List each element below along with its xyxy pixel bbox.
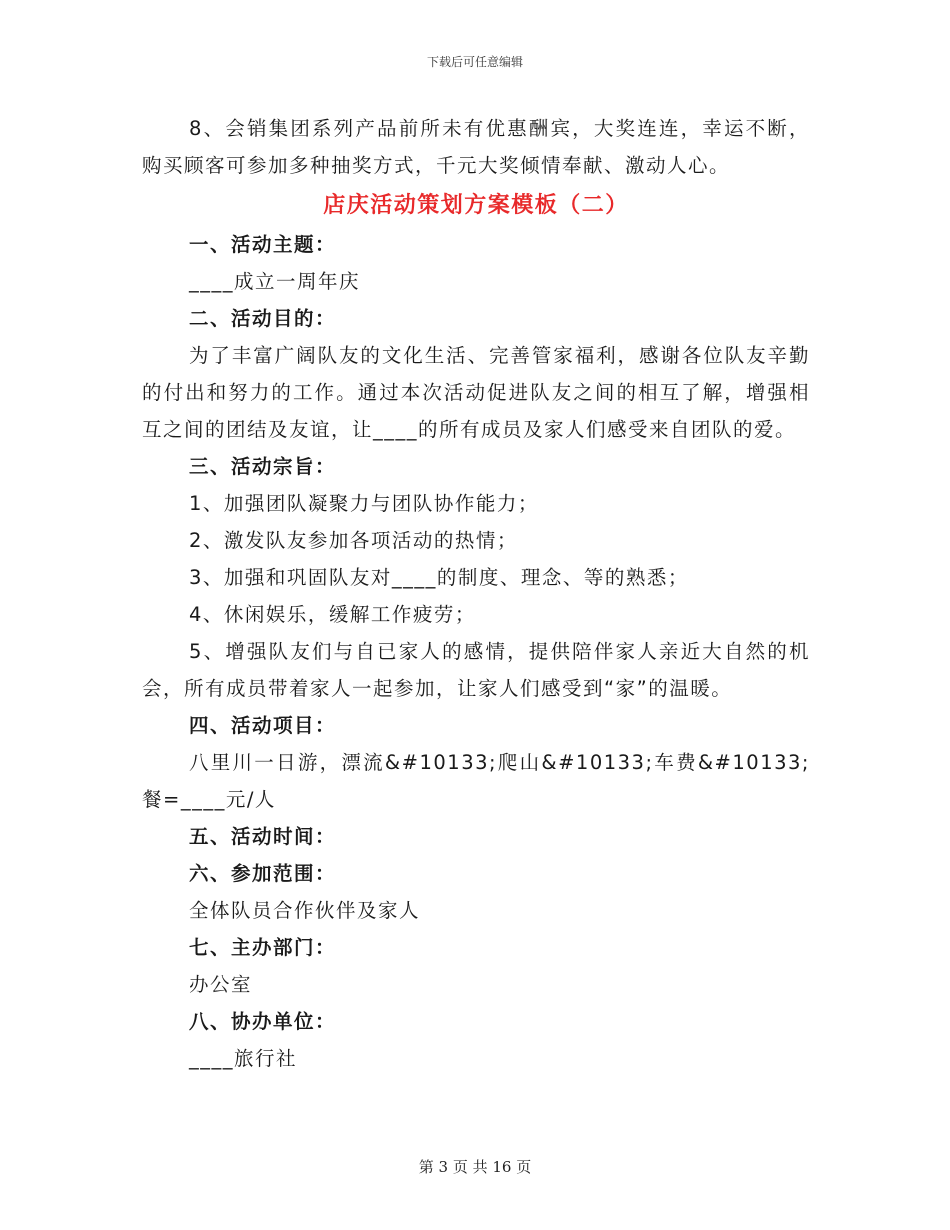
- list-item: 3、加强和巩固队友对____的制度、理念、等的熟悉；: [189, 566, 689, 589]
- list-item: 4、休闲娱乐，缓解工作疲劳；: [189, 603, 476, 626]
- intro-paragraph: 8、会销集团系列产品前所未有优惠酬宾，大奖连连，幸运不断，购买顾客可参加多种抽奖方式，千元大奖倾情奉献、激动人心。: [142, 117, 810, 177]
- section-heading-purpose: 二、活动目的：: [189, 307, 337, 330]
- section-heading-co-organizer: 八、协办单位：: [189, 1010, 337, 1033]
- section-heading-theme: 一、活动主题：: [189, 233, 337, 256]
- section-text-purpose: 为了丰富广阔队友的文化生活、完善管家福利，感谢各位队友辛勤的付出和努力的工作。通过本次活动促进队友之间的相互了解，增强相互之间的团结及友谊，让____的所有成员及家人们感受来自团队的爱。: [142, 344, 810, 441]
- section-heading-aims: 三、活动宗旨：: [189, 455, 337, 478]
- list-item: 5、增强队友们与自已家人的感情，提供陪伴家人亲近大自然的机会，所有成员带着家人一起参加，让家人们感受到“家”的温暖。: [142, 640, 810, 700]
- section-text-co-organizer: ____旅行社: [189, 1047, 298, 1070]
- section-text-organizer: 办公室: [189, 973, 253, 996]
- section-text-scope: 全体队员合作伙伴及家人: [189, 899, 421, 922]
- page-footer: 第 3 页 共 16 页: [418, 1158, 532, 1176]
- document-title: 店庆活动策划方案模板（二）: [323, 193, 629, 218]
- document-body: [142, 110, 810, 1077]
- section-text-theme: ____成立一周年庆: [189, 270, 361, 293]
- page-header: 下载后可任意编辑: [426, 55, 523, 69]
- list-item: 2、激发队友参加各项活动的热情；: [189, 529, 518, 552]
- section-heading-projects: 四、活动项目：: [189, 714, 337, 737]
- list-item: 1、加强团队凝聚力与团队协作能力；: [189, 492, 539, 515]
- section-heading-organizer: 七、主办部门：: [189, 936, 337, 959]
- section-heading-scope: 六、参加范围：: [189, 862, 337, 885]
- section-text-projects: 八里川一日游，漂流&#10133;爬山&#10133;车费&#10133;餐=____元/人: [142, 751, 810, 811]
- section-heading-time: 五、活动时间：: [189, 825, 337, 848]
